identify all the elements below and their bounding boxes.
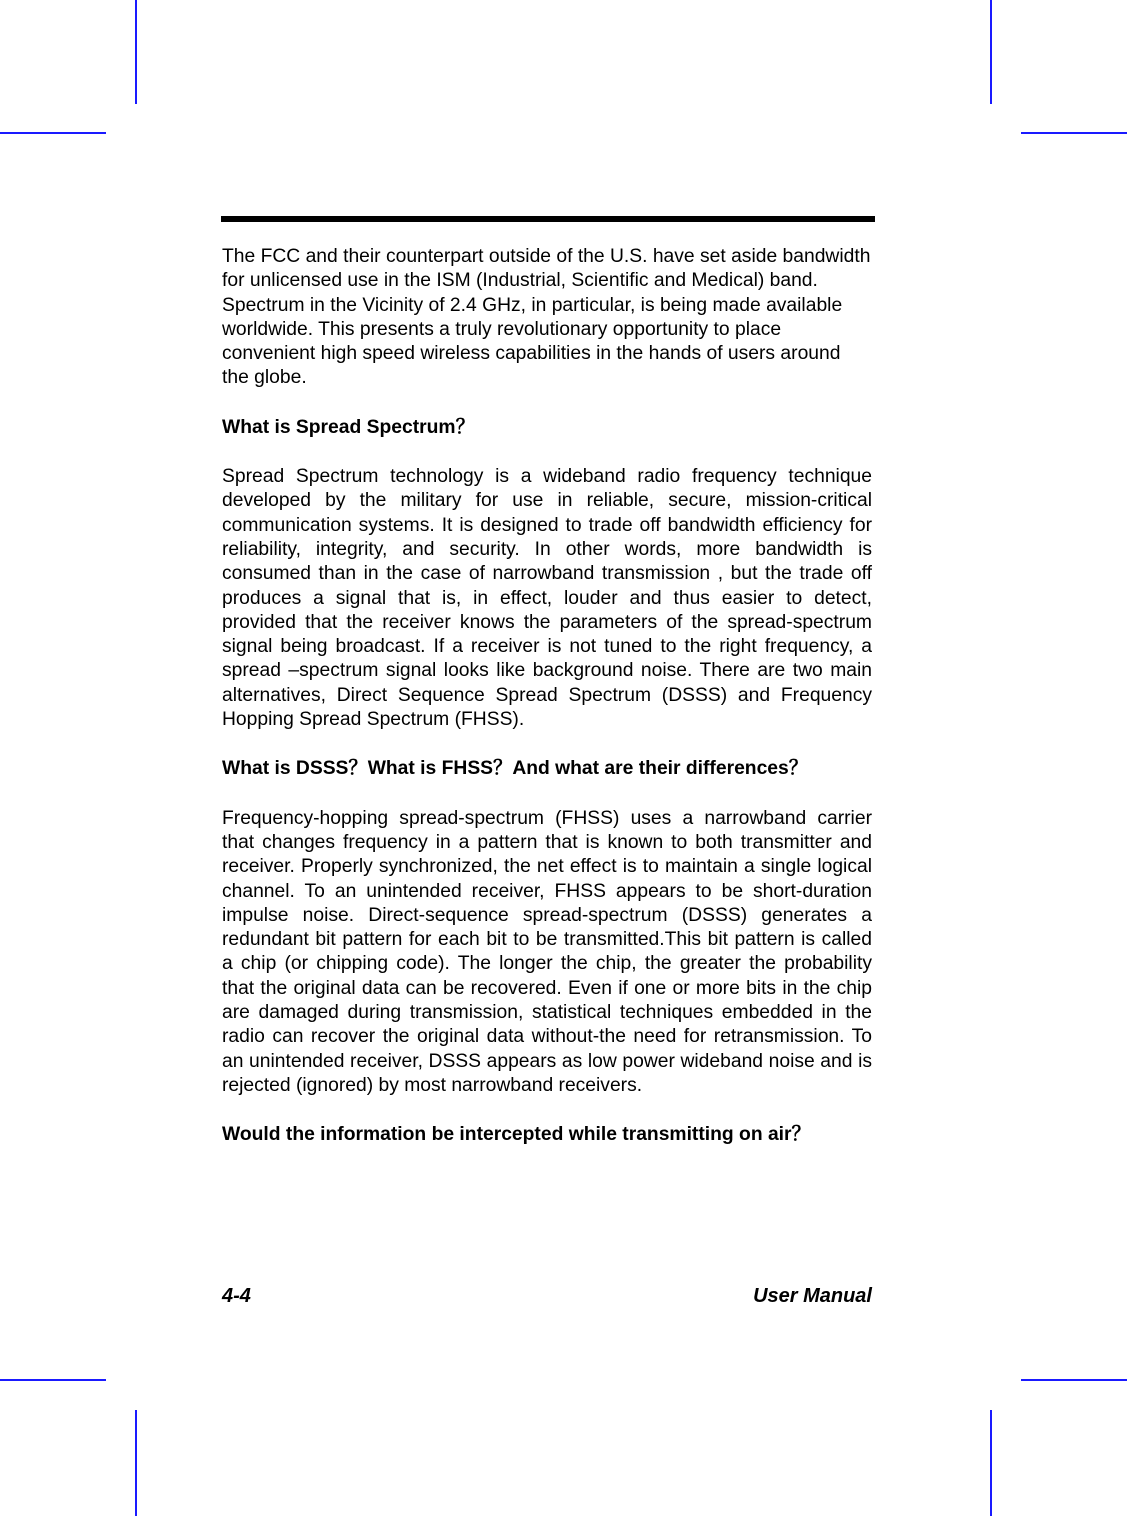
- crop-mark-bottom-left-horizontal: [0, 1379, 106, 1381]
- crop-mark-top-right-horizontal: [1021, 132, 1127, 134]
- heading-spread-spectrum: What is Spread Spectrum？: [222, 416, 475, 438]
- dsss-fhss-paragraph: Frequency-hopping spread-spectrum (FHSS) uses a narrowband carrier that changes frequency in a pattern that is known to both transmitter and receiver. Properly synchronized, the net effect is to maintain a single logical channel. To an unintended receiver, FHSS appears to be short-duration impulse noise. Direct-sequence spread-spectrum (DSSS) generates a redundant bit pattern for each bit to be transmitted.This bit pattern is called a chip (or chipping code). The longer the chip, the greater the probability that the original data can be recovered. Even if one or more bits in the chip are damaged during transmission, statistical techniques embedded in the radio can recover the original data without-the need for retransmission. To an unintended receiver, DSSS appears as low power wideband noise and is rejected (ignored) by most narrowband receivers.: [222, 807, 872, 1096]
- crop-mark-top-right-vertical: [990, 0, 992, 104]
- crop-mark-bottom-left-vertical: [135, 1410, 137, 1516]
- spread-spectrum-paragraph: Spread Spectrum technology is a wideband radio frequency technique developed by the military for use in reliable, secure, mission-critical communication systems. It is designed to trade off bandwidth efficiency for reliability, integrity, and security. In other words, more bandwidth is consumed than in the case of narrowband transmission , but the trade off produces a signal that is, in effect, louder and thus easier to detect, provided that the receiver knows the parameters of the spread-spectrum signal being broadcast. If a receiver is not tuned to the right frequency, a spread –spectrum signal looks like background noise. There are two main alternatives, Direct Sequence Spread Spectrum (DSSS) and Frequency Hopping Spread Spectrum (FHSS).: [222, 466, 872, 731]
- heading-dsss-fhss: What is DSSS？What is FHSS？And what are their differences？: [222, 758, 809, 780]
- header-rule: [221, 216, 875, 222]
- crop-mark-top-left-vertical: [135, 0, 137, 104]
- crop-mark-top-left-horizontal: [0, 132, 106, 134]
- manual-title: User Manual: [753, 1285, 872, 1307]
- crop-mark-bottom-right-vertical: [990, 1410, 992, 1516]
- crop-mark-bottom-right-horizontal: [1021, 1379, 1127, 1381]
- page-content: [222, 245, 872, 1148]
- heading-interception: Would the information be intercepted while transmitting on air？: [222, 1124, 811, 1146]
- page-number: 4-4: [222, 1285, 251, 1307]
- intro-paragraph: The FCC and their counterpart outside of the U.S. have set aside bandwidth for unlicensed use in the ISM (Industrial, Scientific and Medical) band. Spectrum in the Vicinity of 2.4 GHz, in particular, is being made available worldwide. This presents a truly revolutionary opportunity to place convenient high speed wireless capabilities in the hands of users around the globe.: [222, 246, 871, 389]
